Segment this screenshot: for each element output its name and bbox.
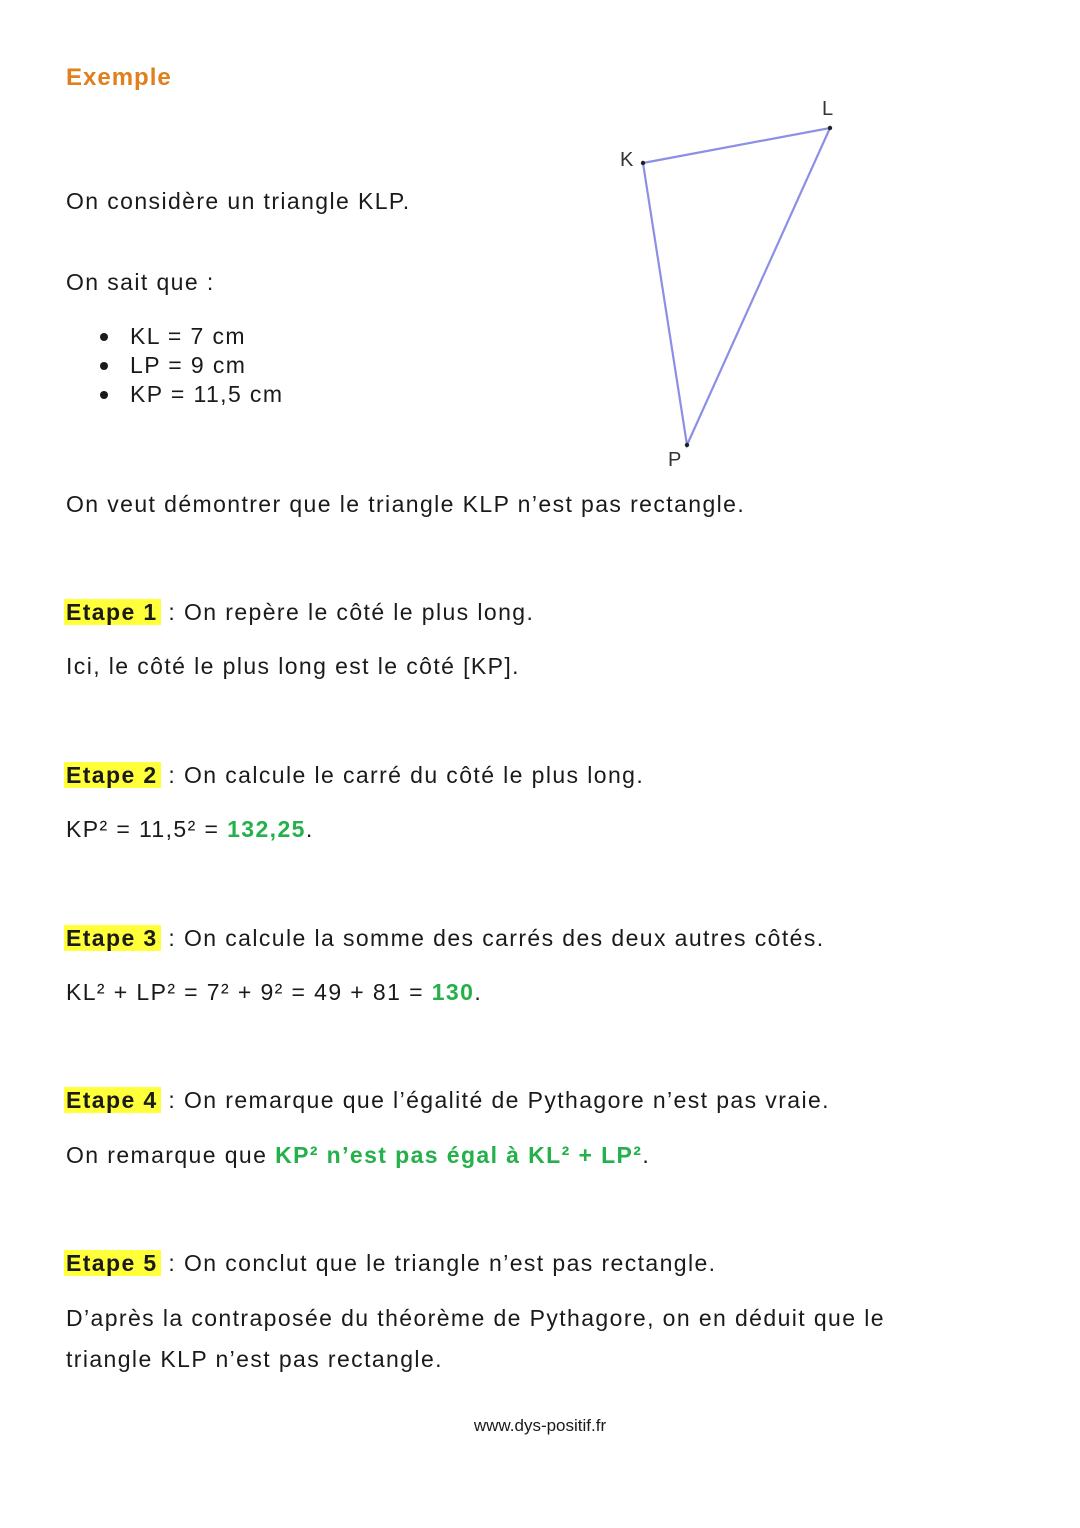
step-4-result: KP² n’est pas égal à KL² + LP² <box>275 1142 643 1168</box>
step-3-title: : On calcule la somme des carrés des deux autres côtés. <box>160 925 825 951</box>
step-4-period: . <box>642 1142 651 1168</box>
step-2-body-text: KP² = 11,5² = <box>66 816 228 842</box>
step-2-label: Etape 2 <box>64 762 161 788</box>
step-5-body-line-1: D’après la contraposée du théorème de Pythagore, on en déduit que le <box>66 1305 885 1331</box>
step-1-body: Ici, le côté le plus long est le côté [KP]. <box>66 653 520 679</box>
footer-url: www.dys-positif.fr <box>473 1416 607 1435</box>
step-3-body-text: KL² + LP² = 7² + 9² = 49 + 81 = <box>66 979 432 1005</box>
step-1-label: Etape 1 <box>64 599 161 625</box>
triangle-klp <box>643 128 830 445</box>
fact-lp: LP = 9 cm <box>96 351 283 380</box>
vertex-k-label: K <box>620 149 634 171</box>
step-2-result: 132,25 <box>227 816 306 842</box>
intro-line: On considère un triangle KLP. <box>66 188 411 214</box>
step-1-title: : On repère le côté le plus long. <box>160 599 535 625</box>
step-3-body <box>66 979 482 1006</box>
step-4-body <box>66 1142 650 1169</box>
vertex-p-label: P <box>668 449 682 471</box>
step-2-body <box>66 816 314 843</box>
step-2-title: : On calcule le carré du côté le plus long. <box>160 762 645 788</box>
step-3-heading <box>66 925 825 952</box>
step-1-heading <box>66 599 534 626</box>
step-5-title: : On conclut que le triangle n’est pas rectangle. <box>160 1250 717 1276</box>
fact-kl: KL = 7 cm <box>96 322 283 351</box>
step-4-heading <box>66 1087 830 1114</box>
step-2-period: . <box>305 816 314 842</box>
step-3-result: 130 <box>431 979 475 1005</box>
step-5-body-line-2: triangle KLP n’est pas rectangle. <box>66 1346 443 1372</box>
vertex-l-label: L <box>822 98 834 120</box>
step-5-heading <box>66 1250 716 1277</box>
step-4-body-text: On remarque que <box>66 1142 276 1168</box>
step-4-title: : On remarque que l’égalité de Pythagore n’est pas vraie. <box>160 1087 830 1113</box>
known-line: On sait que : <box>66 269 215 295</box>
section-title: Exemple <box>66 64 172 91</box>
facts-list <box>96 322 283 409</box>
step-5-label: Etape 5 <box>64 1250 161 1276</box>
vertex-p-point <box>685 443 689 447</box>
step-4-label: Etape 4 <box>64 1087 161 1113</box>
goal-line: On veut démontrer que le triangle KLP n’est pas rectangle. <box>66 491 746 517</box>
step-3-label: Etape 3 <box>64 925 161 951</box>
vertex-k-point <box>641 161 645 165</box>
vertex-l-point <box>828 126 832 130</box>
fact-kp: KP = 11,5 cm <box>96 380 283 409</box>
step-3-period: . <box>474 979 483 1005</box>
step-2-heading <box>66 762 644 789</box>
